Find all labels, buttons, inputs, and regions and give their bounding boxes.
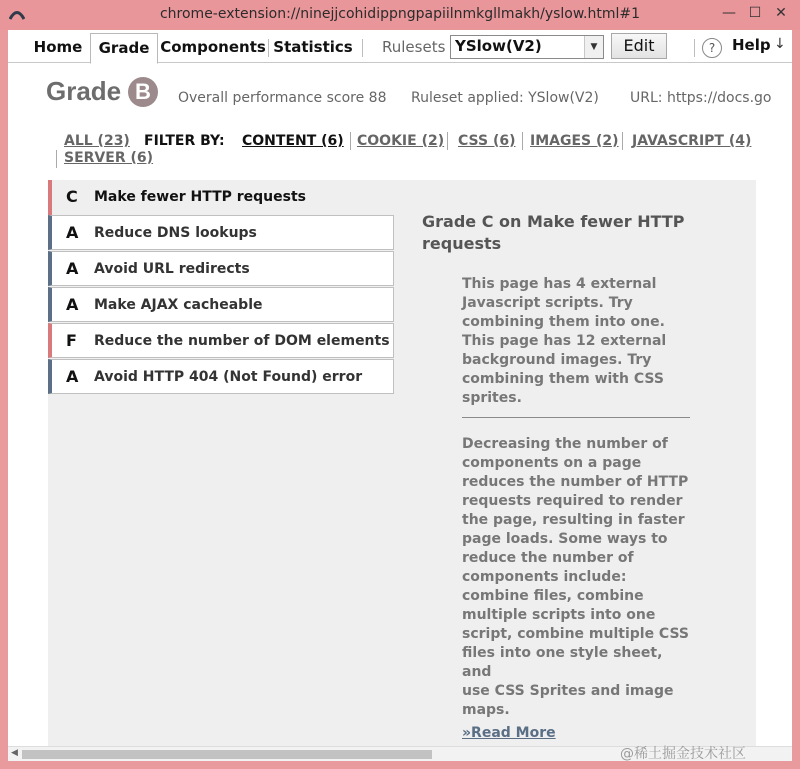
page-url: URL: https://docs.go — [630, 90, 772, 106]
maximize-button[interactable]: ☐ — [748, 5, 762, 21]
filter-server[interactable]: SERVER (6) — [64, 150, 154, 166]
filter-images[interactable]: IMAGES (2) — [530, 133, 619, 149]
tab-components[interactable]: Components — [160, 38, 266, 56]
minimize-button[interactable]: — — [722, 5, 736, 21]
overall-score: Overall performance score 88 — [178, 90, 387, 106]
rule-grade: A — [66, 259, 79, 278]
tab-divider — [268, 39, 269, 57]
arrow-down-icon: ↓ — [774, 36, 786, 52]
filter-divider — [522, 132, 523, 150]
rule-label: Make fewer HTTP requests — [94, 189, 306, 205]
ruleset-value: YSlow(V2) — [455, 37, 542, 55]
rule-grade: F — [66, 331, 77, 350]
rulesets-label: Rulesets — [382, 38, 446, 56]
filter-all[interactable]: ALL (23) — [64, 133, 130, 149]
yslow-window — [8, 30, 792, 761]
tab-divider — [362, 39, 363, 57]
filter-divider — [447, 132, 448, 150]
rule-item[interactable] — [48, 251, 394, 286]
toolbar — [8, 30, 792, 63]
rule-item[interactable] — [48, 215, 394, 250]
rule-item[interactable] — [48, 287, 394, 322]
grade-badge: B — [128, 77, 158, 107]
rule-detail-title: Grade C on Make fewer HTTP requests — [422, 212, 685, 253]
help-icon[interactable]: ? — [702, 38, 722, 58]
filter-divider — [622, 132, 623, 150]
rule-item[interactable] — [48, 359, 394, 394]
scrollbar-thumb[interactable] — [22, 750, 432, 759]
rule-grade: A — [66, 295, 79, 314]
filter-cookie[interactable]: COOKIE (2) — [357, 133, 445, 149]
filter-css[interactable]: CSS (6) — [458, 133, 516, 149]
rule-item[interactable] — [48, 323, 394, 358]
ruleset-select[interactable] — [450, 35, 604, 59]
filter-by-label: FILTER BY: — [144, 133, 225, 149]
edit-button[interactable]: Edit — [611, 33, 667, 59]
rule-grade: C — [66, 187, 78, 206]
tab-statistics[interactable]: Statistics — [273, 38, 353, 56]
rule-grade: A — [66, 223, 79, 242]
rule-label: Reduce the number of DOM elements — [94, 333, 390, 349]
filter-content[interactable]: CONTENT (6) — [242, 133, 344, 149]
grade-title: Grade — [46, 76, 122, 106]
tab-grade[interactable]: Grade — [90, 33, 158, 64]
help-menu[interactable]: Help — [732, 36, 771, 54]
filter-divider — [350, 132, 351, 150]
read-more-link[interactable]: »Read More — [462, 725, 556, 741]
window-title: chrome-extension://ninejjcohidippngpapiilnmkgllmakh/yslow.html#1 — [159, 6, 641, 22]
close-button[interactable]: ✕ — [775, 5, 787, 21]
filter-javascript[interactable]: JAVASCRIPT (4) — [632, 133, 752, 149]
rule-finding: This page has 4 external Javascript scripts. Try combining them into one. This page has 12 external background images. Try combining them with CSS sprites. — [462, 276, 667, 406]
rule-label: Avoid HTTP 404 (Not Found) error — [94, 369, 363, 385]
rule-label: Avoid URL redirects — [94, 261, 250, 277]
ruleset-applied: Ruleset applied: YSlow(V2) — [411, 90, 599, 106]
grade-content — [48, 180, 756, 761]
rule-label: Make AJAX cacheable — [94, 297, 263, 313]
rule-label: Reduce DNS lookups — [94, 225, 257, 241]
window-titlebar — [0, 0, 800, 30]
detail-divider — [462, 417, 690, 418]
watermark: @稀土掘金技术社区 — [620, 746, 746, 761]
toolbar-divider — [694, 39, 695, 57]
rule-grade: A — [66, 367, 79, 386]
tab-home[interactable]: Home — [33, 38, 83, 56]
rule-advice: Decreasing the number of components on a page reduces the number of HTTP requests required to render the page, resulting in faster page loads. Some ways to reduce the number of components include: combine files, combine multiple scripts into one script, combine multiple CSS files into one style sheet, and use CSS Sprites and image maps. — [462, 436, 690, 718]
chevron-down-icon: ▼ — [584, 36, 603, 58]
scroll-left-icon[interactable]: ◀ — [11, 748, 18, 758]
filter-divider — [56, 150, 57, 168]
rule-item[interactable] — [48, 180, 395, 215]
